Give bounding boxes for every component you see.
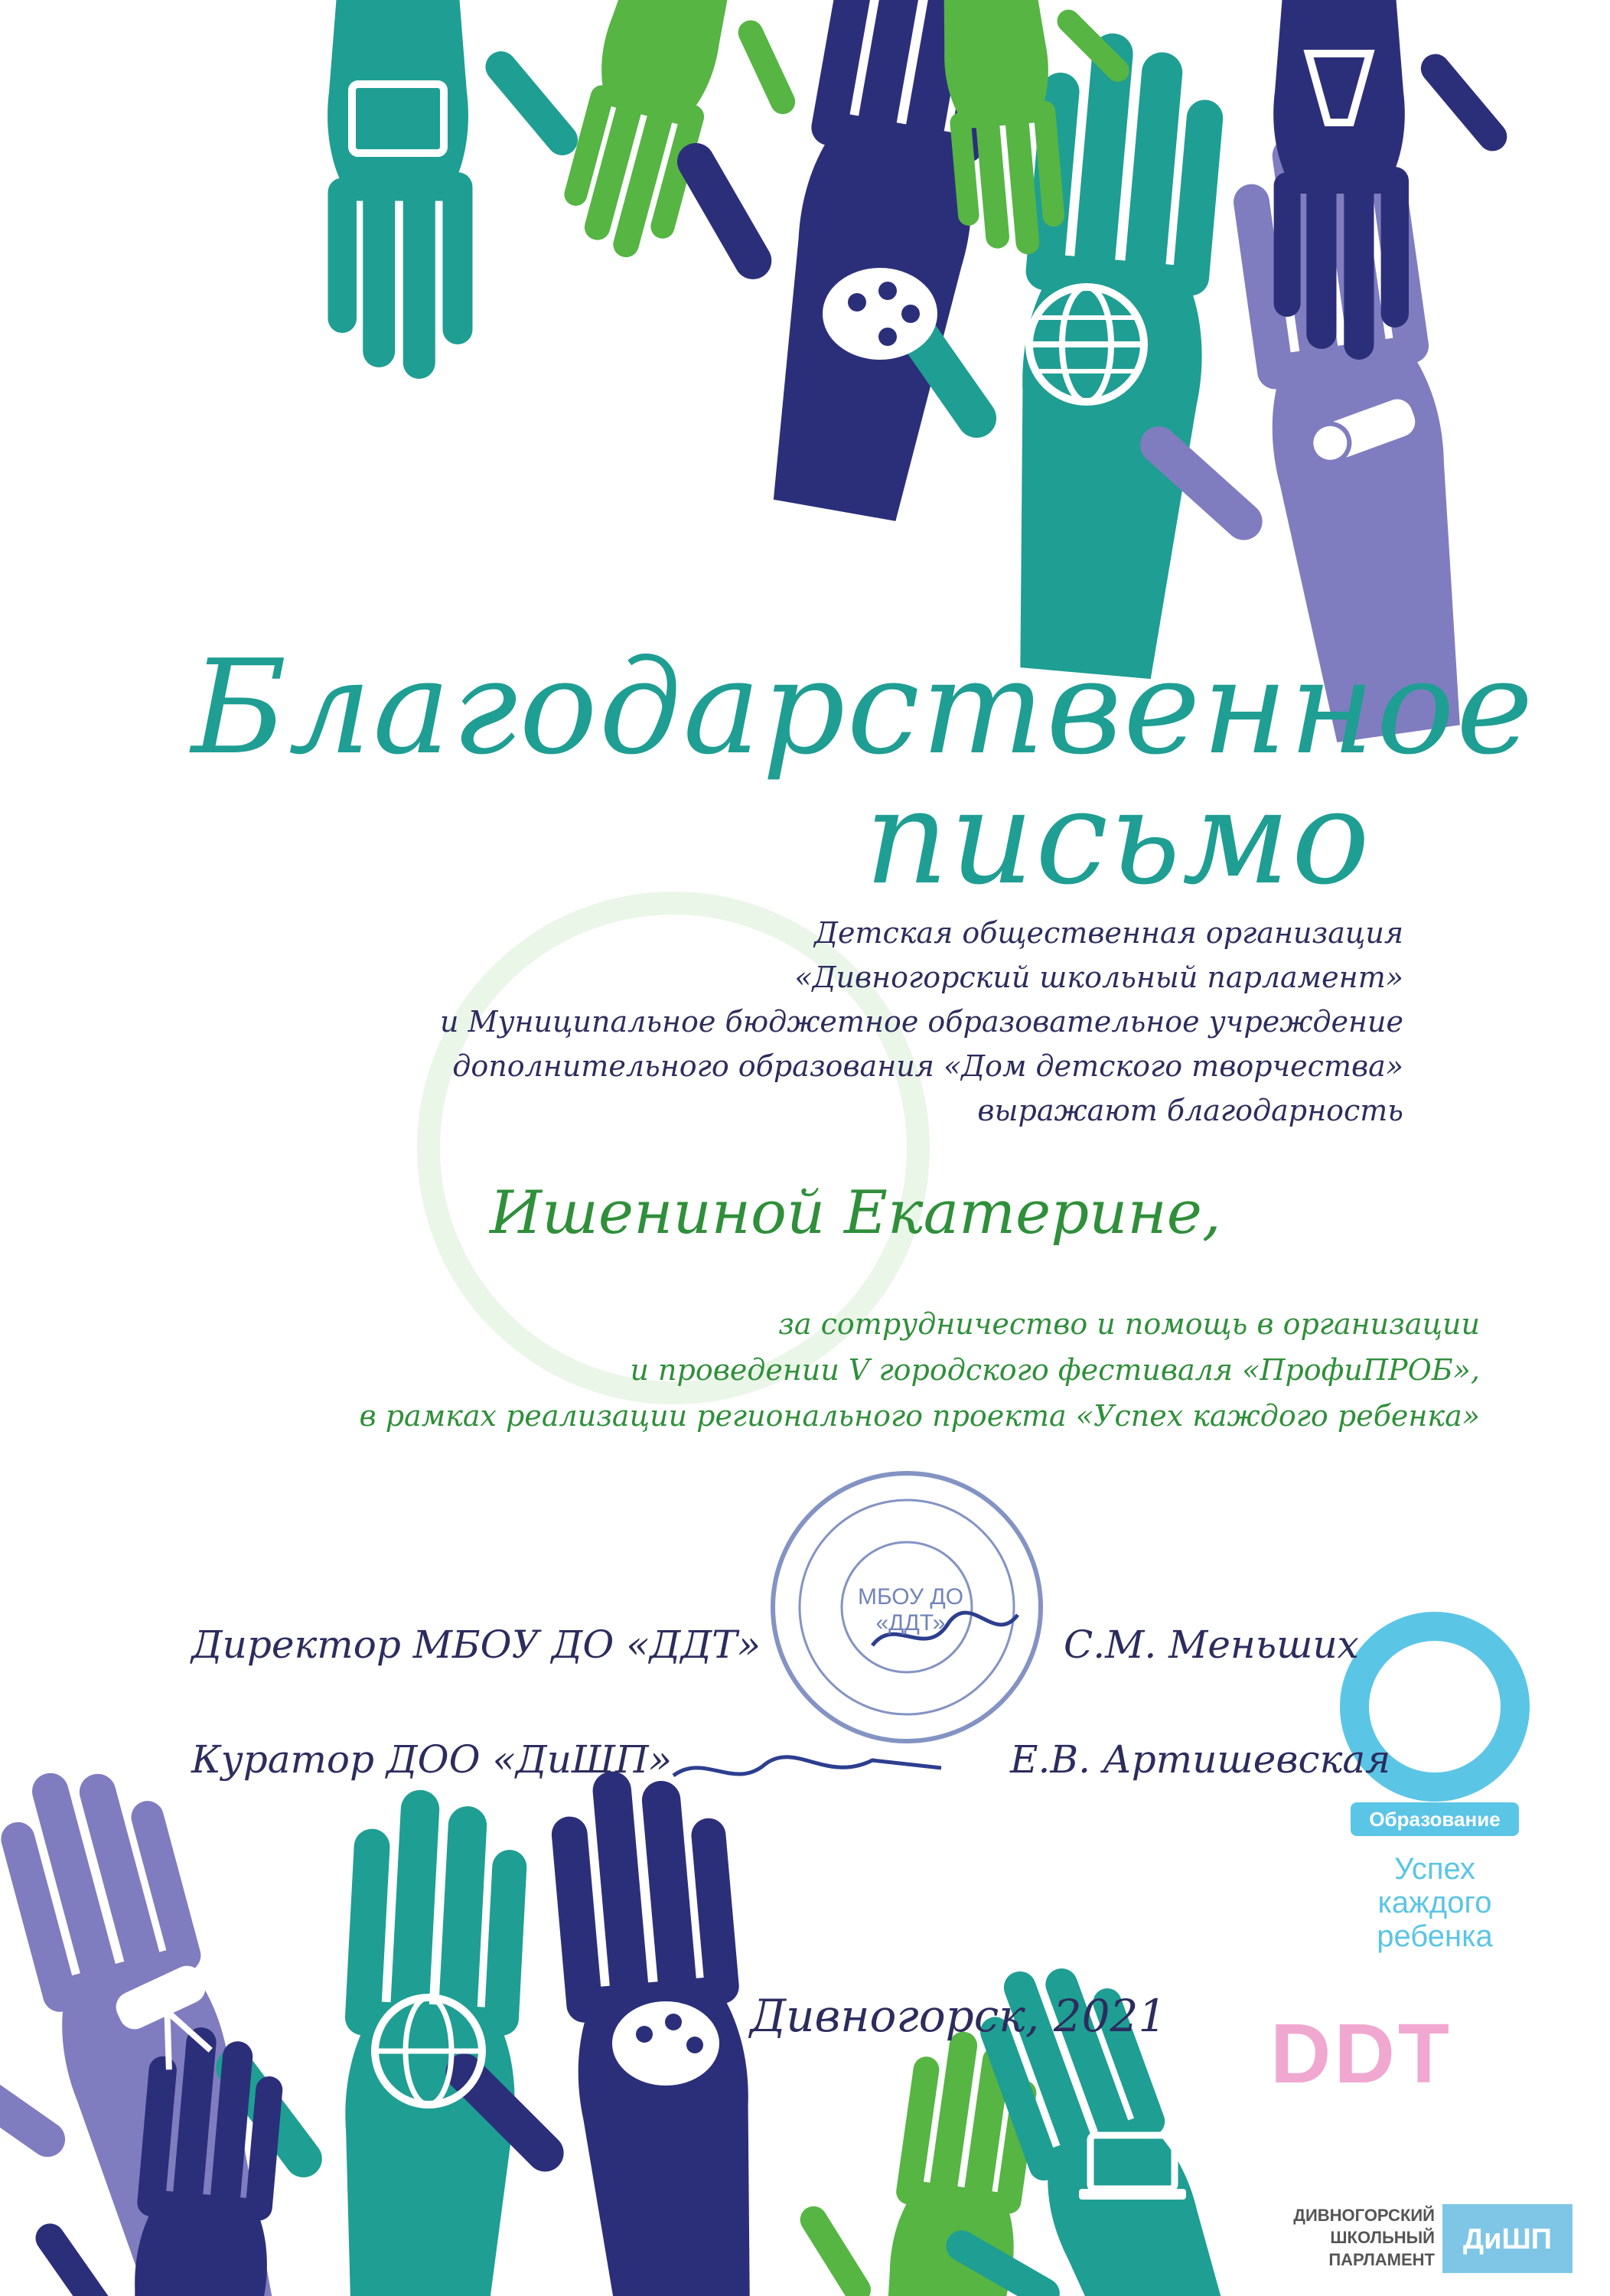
signature-curator <box>673 1757 941 1776</box>
director-position: Директор МБОУ ДО «ДДТ» <box>191 1623 761 1667</box>
uspeh-label <box>1347 1852 1523 1953</box>
issuer-line: выражают благодарность <box>977 1094 1403 1127</box>
dishp-badge: ДиШП <box>1463 2223 1552 2255</box>
curator-name: Е.В. Артишевская <box>1010 1737 1391 1782</box>
dishp-line: ДИВНОГОРСКИЙ <box>1293 2206 1435 2225</box>
dishp-logo-text <box>1232 2204 1435 2271</box>
uspeh-line: ребенка <box>1377 1919 1493 1953</box>
obrazovanie-logo <box>1351 1626 1519 1836</box>
recipient-name: Ишениной Екатерине, <box>490 1179 1221 1247</box>
obrazovanie-label: Образование <box>1369 1808 1501 1831</box>
issuer-line: Детская общественная организация <box>814 916 1403 950</box>
reason-block <box>256 1301 1480 1439</box>
ddt-logo: DDT <box>1270 2007 1453 2101</box>
city-year: Дивногорск, 2021 <box>750 1990 1167 2042</box>
palette-icon <box>823 268 937 360</box>
director-name: С.М. Меньших <box>1064 1623 1359 1667</box>
hand-top-1 <box>328 0 584 379</box>
issuer-line: и Муниципальное бюджетное образовательное учреждение <box>440 1005 1403 1039</box>
title-line-1: Благодарственное <box>191 632 1535 784</box>
uspeh-line: Успех <box>1394 1852 1475 1886</box>
stamp-text: МБОУ ДО «ДДТ» <box>857 1584 964 1636</box>
reason-line: и проведении V городского фестиваля «ПрофиПРОБ», <box>630 1353 1480 1387</box>
issuer-block <box>332 911 1403 1133</box>
reason-line: в рамках реализации регионального проекта «Успех каждого ребенка» <box>359 1399 1480 1433</box>
dishp-line: ПАРЛАМЕНТ <box>1328 2250 1435 2269</box>
title-line-2: письмо <box>865 762 1372 914</box>
curator-position: Куратор ДОО «ДиШП» <box>191 1737 673 1782</box>
uspeh-line: каждого <box>1377 1886 1492 1919</box>
dishp-line: ШКОЛЬНЫЙ <box>1330 2228 1435 2247</box>
palette-icon-bottom <box>612 2001 719 2086</box>
issuer-line: дополнительного образования «Дом детского творчества» <box>452 1049 1403 1083</box>
issuer-line: «Дивногорский школьный парламент» <box>794 960 1403 994</box>
reason-line: за сотрудничество и помощь в организации <box>778 1307 1480 1341</box>
